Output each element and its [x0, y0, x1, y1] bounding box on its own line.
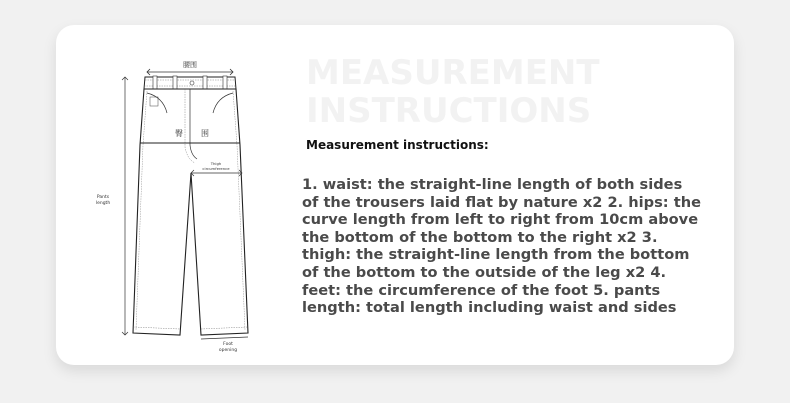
- foot-label-2: opening: [218, 348, 238, 353]
- foot-measure-line: [201, 337, 248, 339]
- instructions-body: 1. waist: the straight-line length of both sides of the trousers laid flat by nature x2 2. hips: the curve length from left to right from 10cm above the bottom of the bottom to the right x2 3. thigh: the straight-line length from the bottom of the bottom to the outside of the leg x2 4. feet: the circumference of the foot 5. pants length: total length including waist and sides: [302, 176, 701, 317]
- watermark-line-2: INSTRUCTIONS: [306, 91, 592, 131]
- length-label-2: length: [95, 201, 111, 206]
- watermark-title: [306, 54, 600, 130]
- waist-label: 腰围: [183, 61, 197, 69]
- hip-label-right: 围: [201, 129, 209, 138]
- length-label-1: Pants: [96, 195, 110, 200]
- thigh-label-2: circumference: [202, 166, 230, 171]
- watermark-line-1: MEASUREMENT: [306, 53, 600, 93]
- hip-label-left: 臀: [175, 129, 183, 138]
- pants-outline: [133, 89, 248, 335]
- pants-diagram: [85, 55, 275, 355]
- foot-label-1: Foot: [223, 342, 233, 347]
- thigh-label-1: Thigh: [210, 161, 222, 166]
- instructions-heading: Measurement instructions:: [306, 138, 489, 152]
